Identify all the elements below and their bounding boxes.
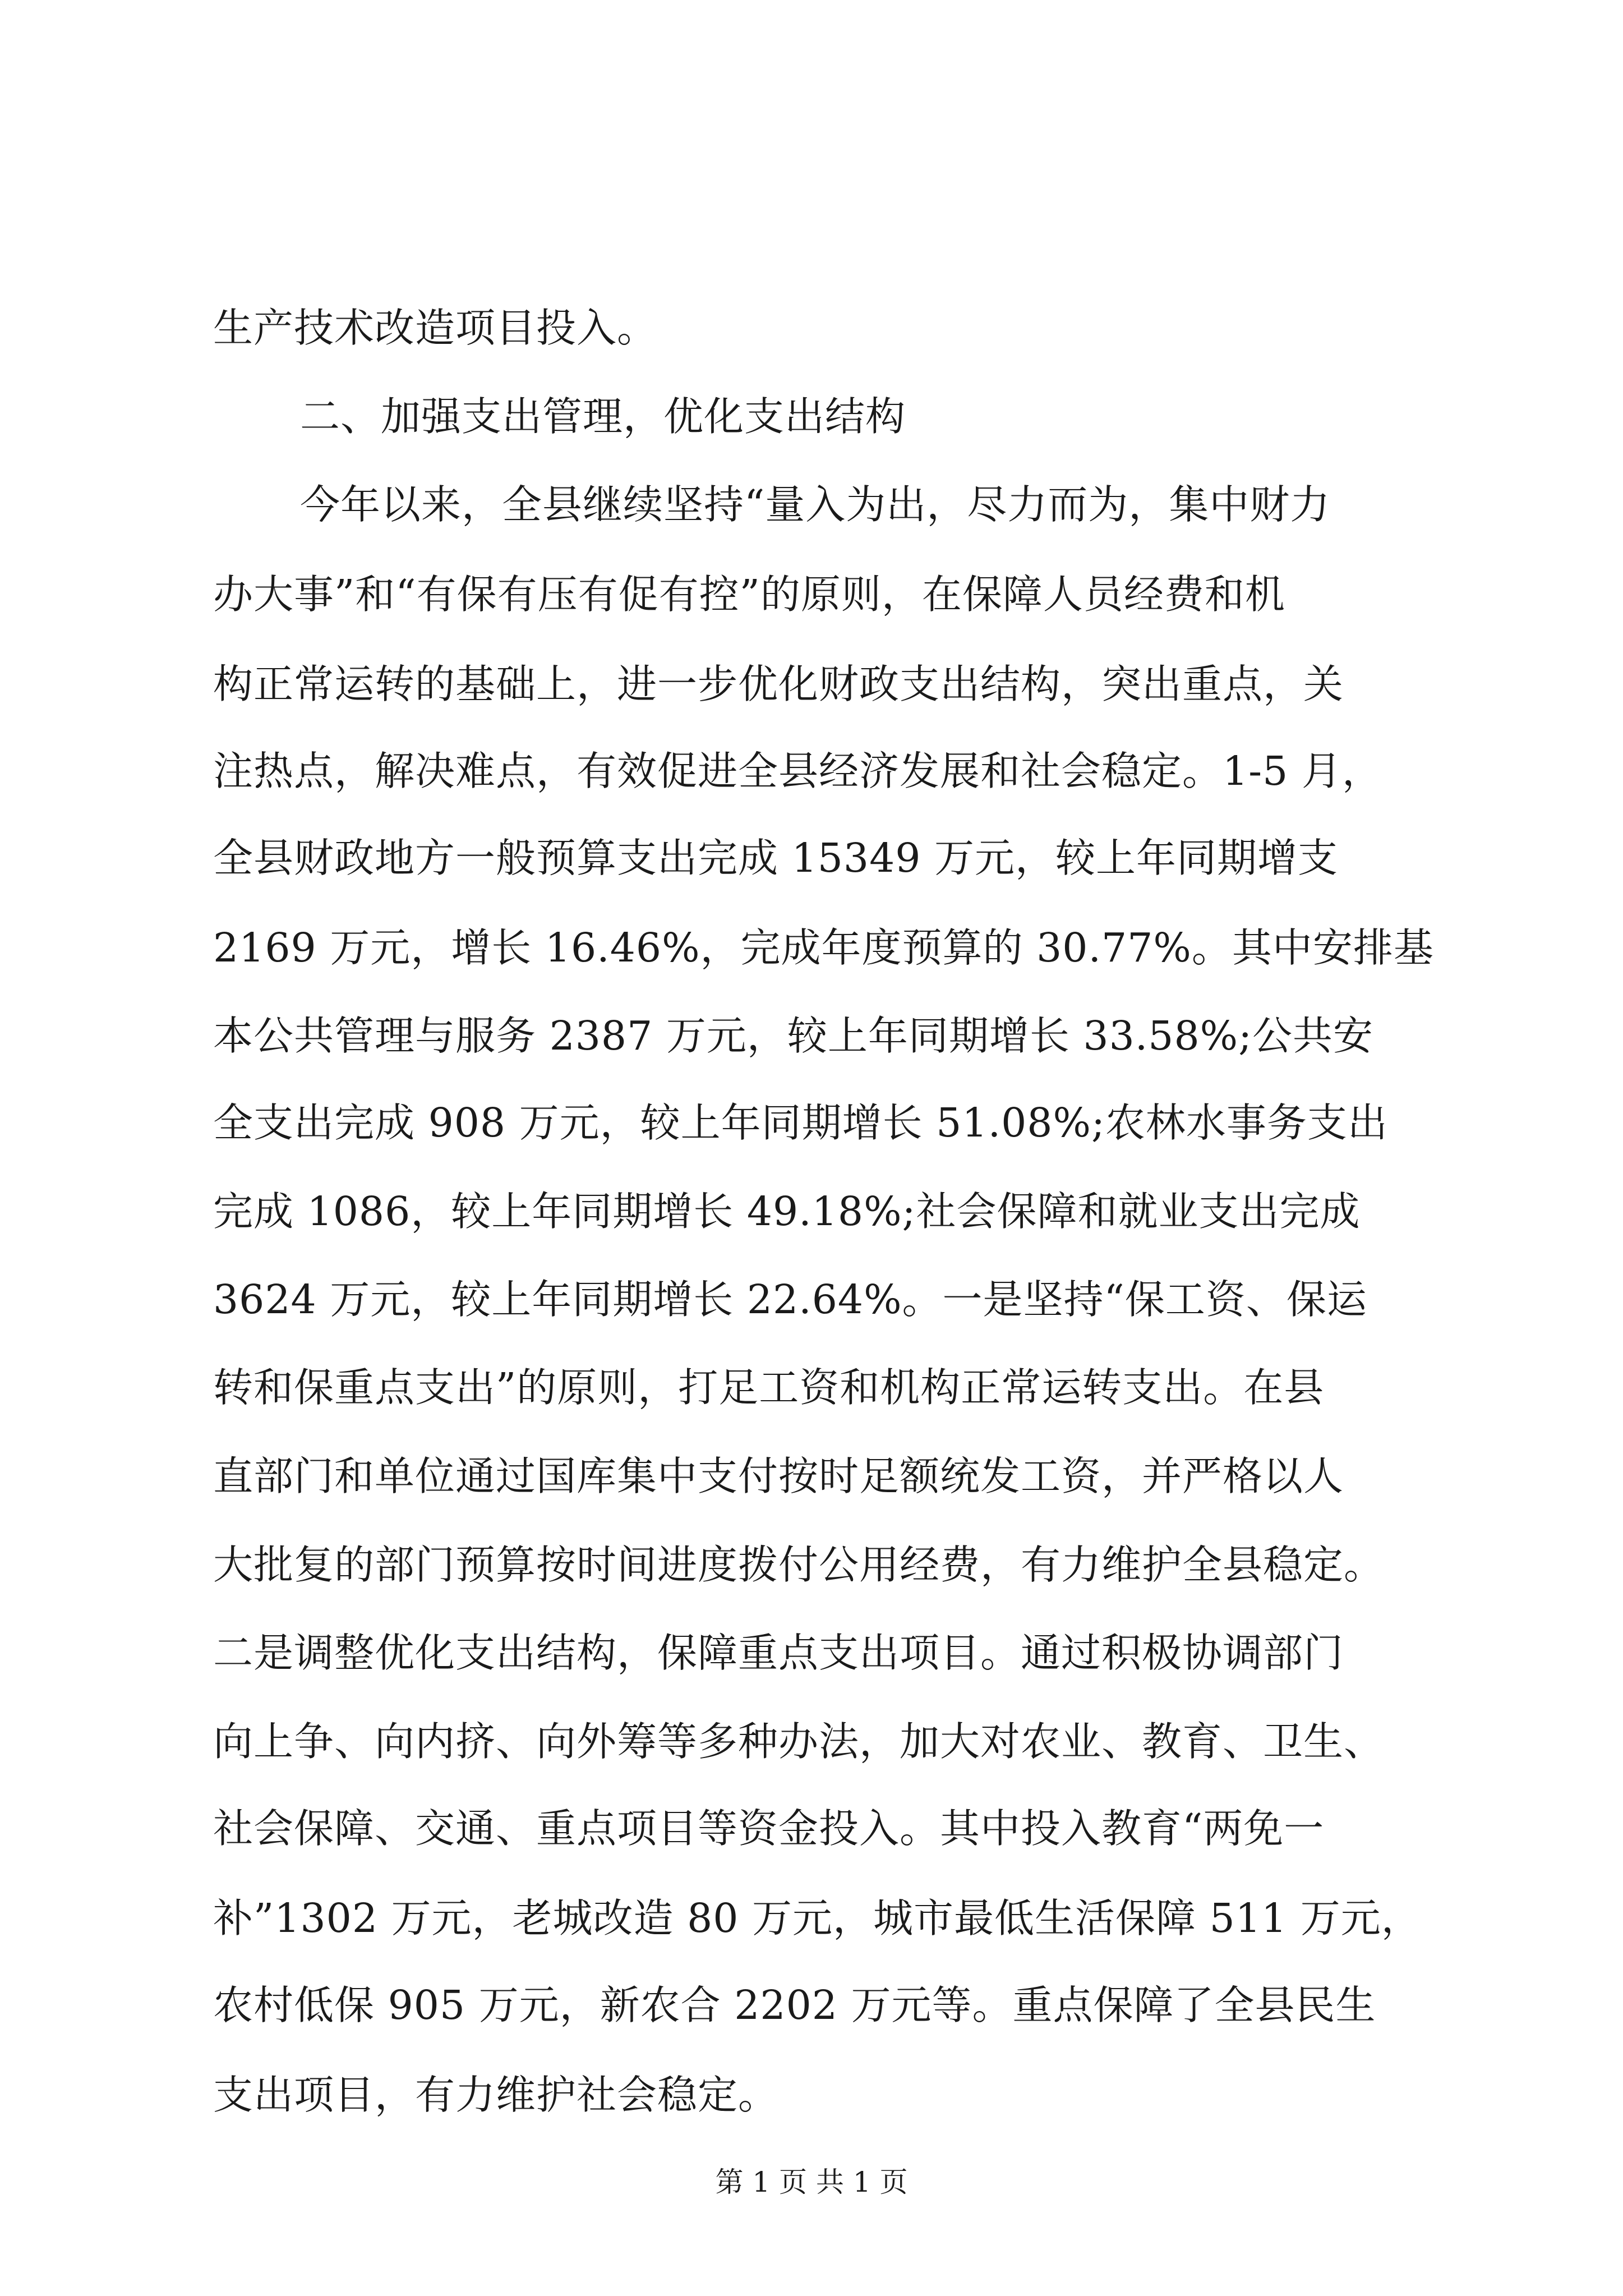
paragraph-line-21: 支出项目，有力维护社会稳定。 (213, 2072, 779, 2118)
paragraph-line-13: 转和保重点支出”的原则，打足工资和机构正常运转支出。在县 (213, 1364, 1325, 1411)
section-heading: 二、加强支出管理，优化支出结构 (300, 393, 906, 440)
paragraph-line-9: 本公共管理与服务 2387 万元，较上年同期增长 33.58%;公共安 (213, 1013, 1374, 1059)
paragraph-line-18: 社会保障、交通、重点项目等资金投入。其中投入教育“两免一 (213, 1805, 1325, 1852)
paragraph-line-8: 2169 万元，增长 16.46%，完成年度预算的 30.77%。其中安排基 (213, 924, 1434, 971)
paragraph-line-16: 二是调整优化支出结构，保障重点支出项目。通过积极协调部门 (213, 1630, 1344, 1676)
page-footer: 第 1 页 共 1 页 (715, 2166, 908, 2198)
paragraph-line-7: 全县财政地方一般预算支出完成 15349 万元，较上年同期增支 (213, 835, 1339, 881)
paragraph-line-4: 办大事”和“有保有压有促有控”的原则，在保障人员经费和机 (213, 571, 1285, 618)
paragraph-line-10: 全支出完成 908 万元，较上年同期增长 51.08%;农林水事务支出 (213, 1099, 1388, 1146)
paragraph-line-5: 构正常运转的基础上，进一步优化财政支出结构，突出重点，关 (213, 661, 1344, 707)
paragraph-line-14: 直部门和单位通过国库集中支付按时足额统发工资，并严格以人 (213, 1453, 1344, 1499)
paragraph-line-3: 今年以来，全县继续坚持“量入为出，尽力而为，集中财力 (300, 481, 1331, 528)
paragraph-line-6: 注热点，解决难点，有效促进全县经济发展和社会稳定。1-5 月， (213, 748, 1382, 794)
paragraph-line-1: 生产技术改造项目投入。 (213, 305, 658, 351)
paragraph-line-12: 3624 万元，较上年同期增长 22.64%。一是坚持“保工资、保运 (213, 1276, 1367, 1323)
paragraph-line-15: 大批复的部门预算按时间进度拨付公用经费，有力维护全县稳定。 (213, 1542, 1385, 1588)
paragraph-line-11: 完成 1086，较上年同期增长 49.18%;社会保障和就业支出完成 (213, 1188, 1361, 1235)
paragraph-line-20: 农村低保 905 万元，新农合 2202 万元等。重点保障了全县民生 (213, 1982, 1376, 2028)
paragraph-line-19: 补”1302 万元，老城改造 80 万元，城市最低生活保障 511 万元， (213, 1895, 1422, 1941)
paragraph-line-17: 向上争、向内挤、向外筹等多种办法，加大对农业、教育、卫生、 (213, 1718, 1385, 1765)
